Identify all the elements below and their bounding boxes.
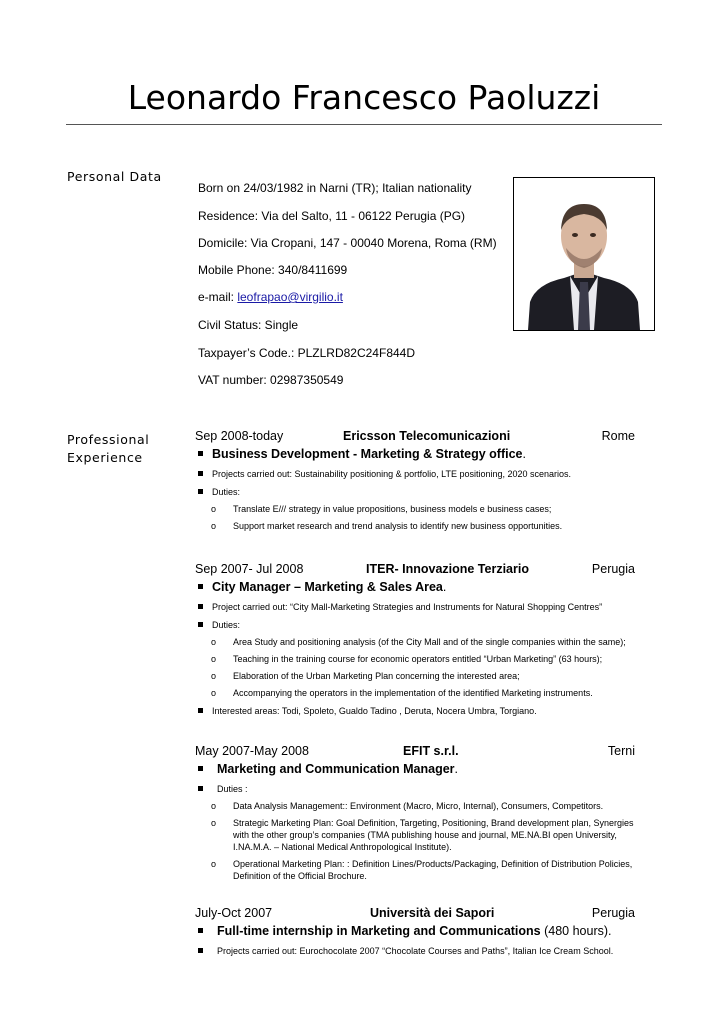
job-projects [195, 468, 635, 480]
job-date: May 2007-May 2008 [195, 744, 309, 758]
job-universita-sapori [195, 906, 635, 957]
portrait-photo [513, 177, 655, 331]
job-interested-areas [195, 705, 635, 717]
bullet-circle-icon: o [211, 818, 217, 828]
bullet-square-icon [198, 489, 203, 494]
email-label: e-mail: [198, 290, 238, 304]
bullet-circle-icon: o [211, 654, 217, 664]
personal-data-label: Personal Data [67, 169, 162, 184]
email-line [198, 290, 343, 305]
bullet-square-icon [198, 928, 203, 933]
job-header [195, 906, 635, 922]
duty-text: Strategic Marketing Plan: Goal Definition, Targeting, Positioning, Brand development plan, Synergies with the other group’s companies (TMA publishing house and journal, ME.NA.BI open University, I.NA.M.A. – National Medical Anthropological Institute). [233, 818, 634, 852]
bullet-square-icon [198, 604, 203, 609]
job-header [195, 744, 635, 760]
mobile-phone: Mobile Phone: 340/8411699 [198, 263, 348, 277]
job-ericsson [195, 429, 635, 532]
job-header [195, 562, 635, 578]
civil-status: Civil Status: Single [198, 318, 299, 332]
duty-item [195, 858, 635, 882]
title-divider [66, 124, 662, 125]
bullet-square-icon [198, 451, 203, 456]
bullet-circle-icon: o [211, 637, 217, 647]
job-projects [195, 601, 635, 613]
duty-item [195, 503, 635, 515]
job-company: Università dei Sapori [370, 906, 495, 920]
bullet-square-icon [198, 584, 203, 589]
bullet-square-icon [198, 622, 203, 627]
interested-areas-text: Interested areas: Todi, Spoleto, Gualdo Tadino , Deruta, Nocera Umbra, Torgiano. [212, 706, 537, 716]
job-role-suffix: . [454, 762, 459, 776]
job-header [195, 429, 635, 445]
duty-item [195, 687, 635, 699]
job-role-suffix: . [522, 447, 526, 461]
job-role [195, 761, 635, 777]
job-city: Perugia [591, 906, 635, 920]
duties-label-text: Duties: [212, 620, 241, 630]
duty-text: Elaboration of the Urban Marketing Plan concerning the interested area; [233, 671, 520, 681]
bullet-square-icon [198, 708, 203, 713]
vat-number: VAT number: 02987350549 [198, 373, 344, 387]
bullet-square-icon [198, 766, 203, 771]
job-role [195, 579, 635, 595]
job-iter [195, 562, 635, 717]
job-role-suffix: (480 hours). [540, 924, 612, 938]
bullet-square-icon [198, 786, 203, 791]
experience-label-line1: Professional [67, 432, 150, 447]
bullet-circle-icon: o [211, 859, 217, 869]
job-projects-text: Project carried out: “City Mall-Marketing Strategies and Instruments for Natural Shopping Centres” [212, 602, 603, 612]
job-duties-label [195, 783, 635, 795]
job-duties-label [195, 619, 635, 631]
bullet-circle-icon: o [211, 688, 217, 698]
job-city: Terni [607, 744, 635, 758]
job-role-text: Business Development - Marketing & Strategy office [212, 447, 523, 461]
job-duties-label [195, 486, 635, 498]
job-role-suffix: . [442, 580, 447, 594]
duty-text: Translate E/// strategy in value propositions, business models e business cases; [233, 504, 552, 514]
job-projects [195, 945, 635, 957]
job-company: EFIT s.r.l. [403, 744, 459, 758]
experience-label-line2: Experience [67, 450, 143, 465]
cv-name: Leonardo Francesco Paoluzzi [127, 78, 601, 117]
duty-text: Accompanying the operators in the implementation of the identified Marketing instruments. [233, 688, 593, 698]
birth-info: Born on 24/03/1982 in Narni (TR); Italian nationality [198, 181, 472, 195]
duty-text: Data Analysis Management:: Environment (Macro, Micro, Internal), Consumers, Competitors. [233, 801, 604, 811]
job-date: July-Oct 2007 [195, 906, 273, 920]
job-role-text: Marketing and Communication Manager [217, 762, 455, 776]
bullet-circle-icon: o [211, 801, 217, 811]
duty-text: Area Study and positioning analysis (of the City Mall and of the single companies within the same); [233, 637, 626, 647]
job-role [195, 446, 635, 462]
duty-text: Teaching in the training course for economic operators entitled “Urban Marketing” (63 hours); [233, 654, 603, 664]
job-role [195, 923, 635, 939]
job-projects-text: Projects carried out: Sustainability positioning & portfolio, LTE positioning, 2020 scenarios. [212, 469, 572, 479]
bullet-square-icon [198, 948, 203, 953]
duty-text: Operational Marketing Plan: : Definition Lines/Products/Packaging, Definition of Distribution Policies, Definition of the Official Brochure. [233, 859, 633, 881]
portrait-image [514, 178, 654, 330]
domicile-info: Domicile: Via Cropani, 147 - 00040 Morena, Roma (RM) [198, 236, 497, 250]
job-company: ITER- Innovazione Terziario [366, 562, 529, 576]
email-link[interactable]: leofrapao@virgilio.it [237, 290, 343, 304]
job-efit [195, 744, 635, 882]
residence-info: Residence: Via del Salto, 11 - 06122 Perugia (PG) [198, 209, 466, 223]
duty-item [195, 817, 635, 853]
job-city: Rome [601, 429, 635, 443]
duty-item [195, 653, 635, 665]
duty-item [195, 636, 635, 648]
bullet-circle-icon: o [211, 671, 217, 681]
duty-text: Support market research and trend analysis to identify new business opportunities. [233, 521, 563, 531]
job-projects-text: Projects carried out: Eurochocolate 2007 “Chocolate Courses and Paths”, Italian Ice Cream School. [217, 946, 614, 956]
job-company: Ericsson Telecomunicazioni [343, 429, 511, 443]
job-date: Sep 2008-today [195, 429, 284, 443]
duty-item [195, 520, 635, 532]
bullet-square-icon [198, 471, 203, 476]
taxpayer-code: Taxpayer’s Code.: PLZLRD82C24F844D [198, 346, 416, 360]
duty-item [195, 800, 635, 812]
duties-label-text: Duties: [212, 487, 241, 497]
duties-label-text: Duties : [217, 784, 248, 794]
duty-item [195, 670, 635, 682]
bullet-circle-icon: o [211, 521, 217, 531]
job-role-text: Full-time internship in Marketing and Communications [217, 924, 541, 938]
job-date: Sep 2007- Jul 2008 [195, 562, 304, 576]
bullet-circle-icon: o [211, 504, 217, 514]
job-role-text: City Manager – Marketing & Sales Area [212, 580, 443, 594]
job-city: Perugia [591, 562, 635, 576]
